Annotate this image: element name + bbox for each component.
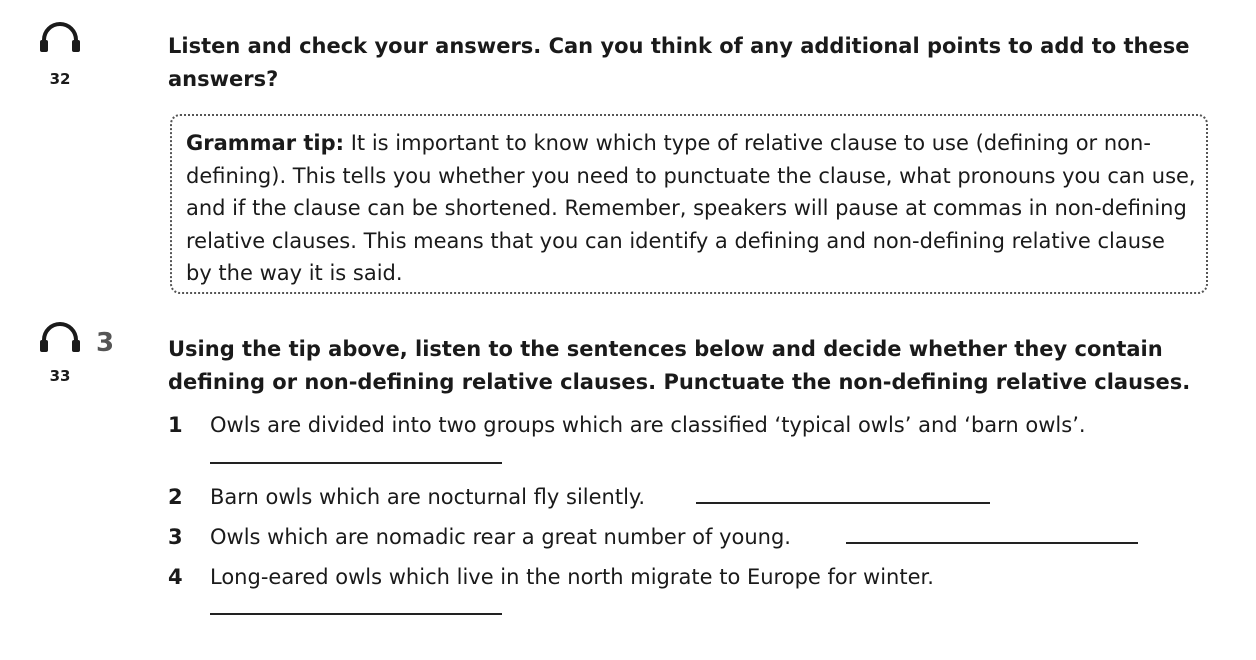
audio-track-number: 33 — [49, 367, 71, 385]
listening-instruction: Listen and check your answers. Can you think of any additional points to add to these answers? — [168, 34, 1190, 91]
grammar-tip — [186, 127, 1196, 290]
exercise-item-1 — [168, 410, 1086, 440]
grammar-tip-text: It is important to know which type of relative clause to use (defining or non-defining). This tells you whether you need to punctuate the clause, what pronouns you can use, and if the clause can be shortened. Remember, speakers will pause at commas in non-defining relative clauses. This means that you can identify a defining and non-defining relative clause by the way it is said. — [186, 131, 1196, 285]
item-sentence: Barn owls which are nocturnal fly silently. — [210, 485, 646, 509]
exercise-item-4 — [168, 562, 934, 592]
answer-line-4[interactable] — [210, 613, 502, 615]
exercise-item-3 — [168, 522, 791, 552]
item-sentence: Owls are divided into two groups which are classified ‘typical owls’ and ‘barn owls’. — [210, 413, 1086, 437]
answer-line-3[interactable] — [846, 542, 1138, 544]
item-sentence: Owls which are nomadic rear a great number of young. — [210, 525, 791, 549]
item-number: 3 — [168, 525, 183, 549]
headphones-icon — [38, 22, 82, 52]
item-number: 2 — [168, 485, 183, 509]
headphones-icon — [38, 322, 82, 352]
audio-track-number: 32 — [49, 70, 71, 88]
item-number: 1 — [168, 413, 183, 437]
audio-track-33[interactable] — [38, 322, 98, 385]
audio-track-32[interactable] — [38, 22, 98, 88]
exercise-instruction: Using the tip above, listen to the sentences below and decide whether they contain defining or non-defining relative clauses. Punctuate the non-defining relative clauses. — [168, 337, 1191, 394]
answer-line-1[interactable] — [210, 462, 502, 464]
exercise-item-2 — [168, 482, 645, 512]
item-number: 4 — [168, 565, 183, 589]
answer-line-2[interactable] — [696, 502, 990, 504]
grammar-tip-label: Grammar tip: — [186, 131, 345, 155]
exercise-number: 3 — [96, 328, 115, 358]
item-sentence: Long-eared owls which live in the north migrate to Europe for winter. — [210, 565, 934, 589]
